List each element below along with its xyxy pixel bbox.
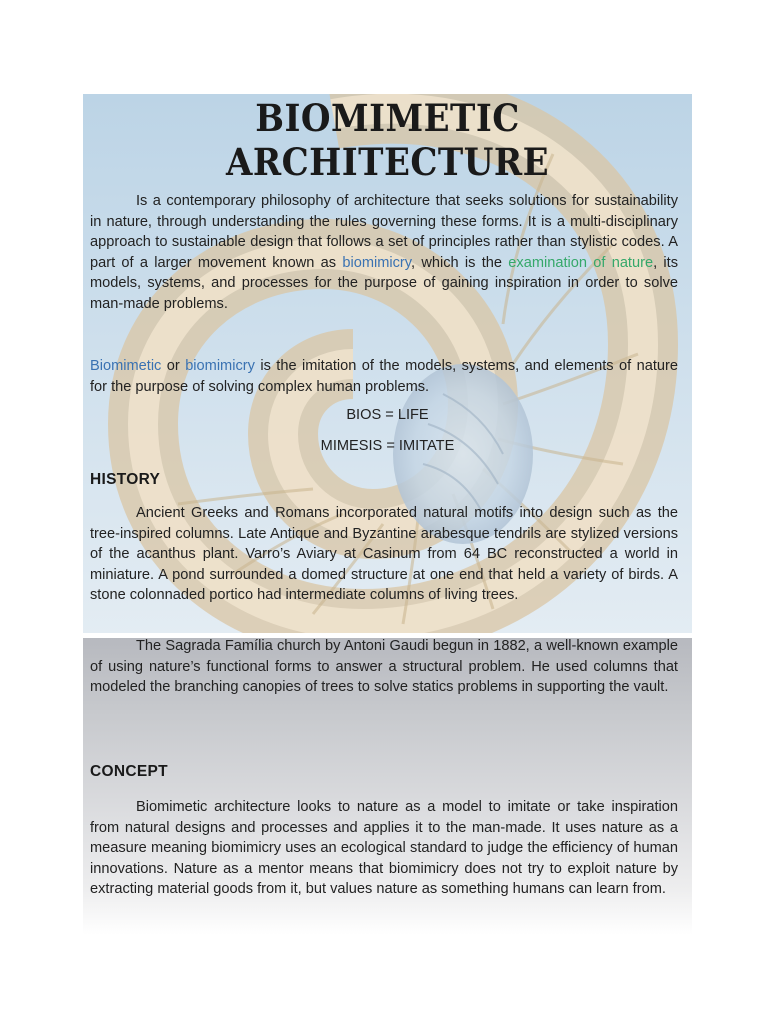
- intro-paragraph: [90, 191, 678, 315]
- definition-connector: or: [161, 358, 186, 374]
- concept-heading: CONCEPT: [90, 763, 168, 780]
- definition-text: is the imitation of the models, systems, and elements of nature for the purpose of solving complex human problems.: [90, 358, 678, 395]
- mimesis-equation: MIMESIS = IMITATE: [320, 438, 455, 454]
- bios-equation: BIOS = LIFE: [346, 407, 429, 423]
- intro-text-1: Is a contemporary philosophy of architecture that seeks solutions for sustainability in nature, through understanding the rules governing these forms. It is a multi-disciplinary approach to sustainable design that follows a set of principles rather than stylistic codes. A part of a larger movement known as: [90, 193, 678, 271]
- examination-of-nature-link[interactable]: examination of nature: [508, 254, 654, 271]
- concept-paragraph: Biomimetic architecture looks to nature as a model to imitate or take inspiration from natural designs and processes and applies it to the man-made. It uses nature as a measure meaning biomimicry uses an ecological standard to judge the efficiency of human innovations. Nature as a mentor means that biomimicry does not try to exploit nature by extracting material goods from it, but values nature as something humans can learn from.: [90, 799, 678, 898]
- biomimetic-link[interactable]: Biomimetic: [90, 358, 162, 374]
- intro-text-2: , which is the: [411, 254, 509, 271]
- history-paragraph-2: The Sagrada Família church by Antoni Gaudi begun in 1882, a well-known example of using nature’s functional forms to answer a structural problem. He used columns that modeled the branching canopies of trees to solve statics problems in supporting the vault.: [90, 638, 678, 696]
- biomimicry-link[interactable]: biomimicry: [342, 254, 412, 271]
- biomimicry-link-2[interactable]: biomimicry: [185, 358, 255, 374]
- history-paragraph-1: Ancient Greeks and Romans incorporated natural motifs into design such as the tree-inspired columns. Late Antique and Byzantine arabesque tendrils are stylized versions of the acanthus plant. Varro’s Aviary at Casinum from 64 BC reconstructed a world in miniature. A pond surrounded a domed structure at one end that held a variety of birds. A stone colonnaded portico had intermediate columns of living trees.: [90, 505, 678, 604]
- history-heading: HISTORY: [90, 471, 161, 488]
- intro-text-3: , its models, systems, and processes for the purpose of gaining inspiration in order to solve man-made problems.: [90, 254, 678, 312]
- page-title: BIOMIMETIC ARCHITECTURE: [225, 96, 550, 184]
- definition-paragraph: [90, 356, 678, 397]
